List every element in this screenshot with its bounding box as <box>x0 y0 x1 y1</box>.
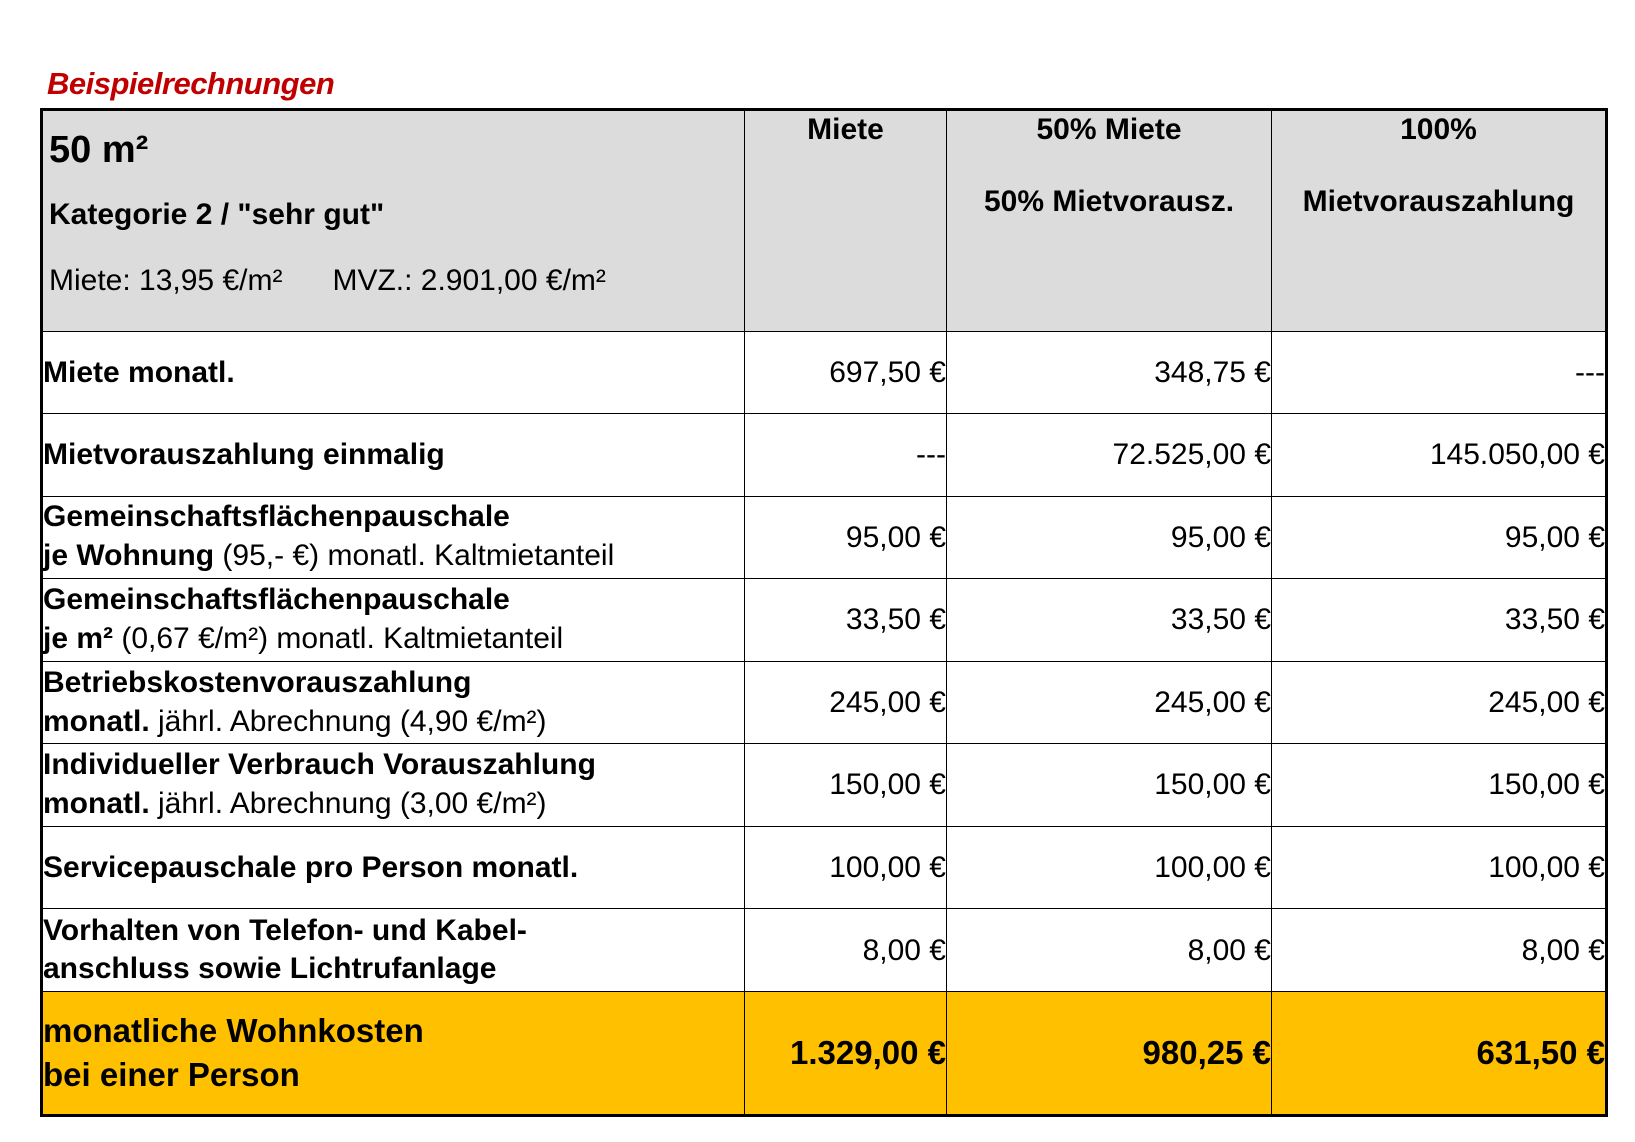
column-header-50-50-line1: 50% Miete <box>1036 113 1182 146</box>
table-row <box>42 579 1607 662</box>
table-row <box>42 331 1607 414</box>
value-miete: 33,50 € <box>745 579 947 662</box>
apartment-category: Kategorie 2 / "sehr gut" <box>49 198 385 231</box>
value-50-50: 8,00 € <box>947 909 1272 992</box>
row-label <box>42 826 745 909</box>
value-miete: 8,00 € <box>745 909 947 992</box>
table-row <box>42 909 1607 992</box>
value-50-50: 100,00 € <box>947 826 1272 909</box>
row-label-line1: Vorhalten von Telefon- und Kabel- <box>43 914 527 948</box>
row-label-bold: Servicepauschale pro Person monatl. <box>43 850 579 884</box>
column-header-100-line1: 100% <box>1400 113 1477 146</box>
row-label-line2-bold: monatl. <box>43 787 150 821</box>
value-50-50: 72.525,00 € <box>947 414 1272 497</box>
value-100: 95,00 € <box>1272 496 1607 579</box>
total-label <box>42 992 745 1116</box>
value-100: 8,00 € <box>1272 909 1607 992</box>
row-label <box>42 331 745 414</box>
row-label-line1: Gemeinschaftsflächenpauschale <box>43 583 510 616</box>
table-row <box>42 826 1607 909</box>
row-label-line2-bold: je Wohnung <box>43 539 215 573</box>
value-100: --- <box>1272 331 1607 414</box>
apartment-size: 50 m² <box>49 129 149 171</box>
row-label-line2: anschluss sowie Lichtrufanlage <box>43 952 497 986</box>
total-label-line2: bei einer Person <box>43 1056 300 1094</box>
value-50-50: 348,75 € <box>947 331 1272 414</box>
value-100: 245,00 € <box>1272 661 1607 744</box>
row-label-line2-rest: jährl. Abrechnung (3,00 €/m²) <box>149 787 547 821</box>
column-header-miete <box>745 110 947 332</box>
value-50-50: 95,00 € <box>947 496 1272 579</box>
row-label <box>42 579 745 662</box>
cost-table <box>40 108 1608 1117</box>
value-100: 150,00 € <box>1272 744 1607 827</box>
row-label <box>42 496 745 579</box>
row-label-line2-rest: (95,- €) monatl. Kaltmietanteil <box>214 539 615 573</box>
value-miete: 697,50 € <box>745 331 947 414</box>
row-label-line1: Gemeinschaftsflächenpauschale <box>43 500 510 534</box>
value-miete: 245,00 € <box>745 661 947 744</box>
header-row <box>42 110 1607 332</box>
table-row <box>42 661 1607 744</box>
row-label-line2-rest: (0,67 €/m²) monatl. Kaltmietanteil <box>113 622 564 655</box>
total-50-50: 980,25 € <box>947 992 1272 1116</box>
row-label-line2-rest: jährl. Abrechnung (4,90 €/m²) <box>149 704 547 738</box>
column-header-100 <box>1272 110 1607 332</box>
row-label <box>42 661 745 744</box>
row-label-line2-bold: je m² <box>43 622 114 655</box>
row-label-bold: Mietvorauszahlung einmalig <box>43 438 445 472</box>
value-miete: 150,00 € <box>745 744 947 827</box>
value-50-50: 33,50 € <box>947 579 1272 662</box>
row-label-line1: Betriebskostenvorauszahlung <box>43 665 472 699</box>
row-label <box>42 744 745 827</box>
value-miete: --- <box>745 414 947 497</box>
page-title: Beispielrechnungen <box>47 66 335 101</box>
header-label-cell <box>42 110 745 332</box>
rate-info: Miete: 13,95 €/m² MVZ.: 2.901,00 €/m² <box>49 264 606 297</box>
column-header-miete-label: Miete <box>807 113 884 146</box>
value-100: 145.050,00 € <box>1272 414 1607 497</box>
column-header-50-50-line2: 50% Mietvorausz. <box>983 184 1235 218</box>
total-label-line1: monatliche Wohnkosten <box>43 1012 424 1050</box>
value-miete: 100,00 € <box>745 826 947 909</box>
row-label <box>42 414 745 497</box>
row-label-line2-bold: monatl. <box>43 704 150 738</box>
table-row <box>42 496 1607 579</box>
table-row <box>42 744 1607 827</box>
value-50-50: 245,00 € <box>947 661 1272 744</box>
value-miete: 95,00 € <box>745 496 947 579</box>
value-100: 33,50 € <box>1272 579 1607 662</box>
total-miete: 1.329,00 € <box>745 992 947 1116</box>
table-row <box>42 414 1607 497</box>
row-label-line1: Individueller Verbrauch Vorauszahlung <box>43 748 596 782</box>
total-row <box>42 992 1607 1116</box>
row-label <box>42 909 745 992</box>
total-100: 631,50 € <box>1272 992 1607 1116</box>
column-header-100-line2: Mietvorauszahlung <box>1302 184 1575 218</box>
column-header-50-50 <box>947 110 1272 332</box>
value-50-50: 150,00 € <box>947 744 1272 827</box>
row-label-bold: Miete monatl. <box>43 355 235 389</box>
value-100: 100,00 € <box>1272 826 1607 909</box>
